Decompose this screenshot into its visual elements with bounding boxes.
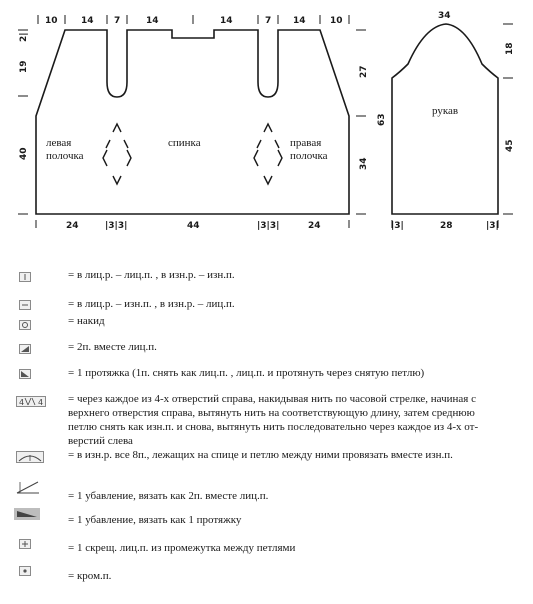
increase-icon — [19, 539, 31, 549]
sleeve-right-dim: 45 — [505, 139, 515, 152]
body-outline — [36, 30, 349, 214]
yarn-over-icon — [19, 320, 31, 330]
sleeve-top-dim: 34 — [438, 11, 451, 21]
sleeve-label: рукав — [432, 105, 459, 117]
decrease-k2tog-icon — [16, 480, 38, 490]
top-dim-7: 14 — [293, 16, 306, 26]
right-dim-2: 63 — [377, 113, 387, 126]
sleeve-bottom-dim-2: 28 — [440, 221, 453, 231]
top-dim-8: 10 — [330, 16, 343, 26]
sleeve-outline — [392, 24, 498, 214]
ssk-icon — [19, 369, 31, 379]
back-label: спинка — [168, 137, 201, 149]
right-front-label-2: полочка — [290, 150, 328, 162]
diamond-motif-right — [254, 124, 282, 184]
cluster-4-icon — [16, 396, 46, 407]
k2tog-icon — [19, 344, 31, 354]
diamond-motif-left — [103, 124, 131, 184]
svg-text:4: 4 — [19, 398, 25, 406]
left-front-label-1: левая — [46, 137, 72, 149]
purl-stitch-icon — [19, 300, 31, 310]
left-dim-3: 40 — [19, 147, 29, 160]
bottom-dim-1: 24 — [66, 221, 79, 231]
left-dim-2: 19 — [19, 60, 29, 73]
bottom-dim-4: |3|3| — [257, 221, 280, 231]
right-dim-3: 34 — [359, 157, 369, 170]
top-dim-3: 7 — [114, 16, 121, 26]
top-dim-1: 10 — [45, 16, 58, 26]
right-front-label-1: правая — [290, 137, 322, 149]
top-dim-6: 7 — [265, 16, 272, 26]
left-dim-1: 2| — [19, 32, 29, 42]
sleeve-bottom-dim-3: |3| — [486, 221, 499, 231]
bottom-dim-5: 24 — [308, 221, 321, 231]
knitting-schematic — [0, 0, 533, 240]
decrease-ssk-icon — [14, 508, 40, 520]
top-dim-2: 14 — [81, 16, 94, 26]
bottom-dim-3: 44 — [187, 221, 200, 231]
sleeve-bottom-dim-1: |3| — [391, 221, 404, 231]
right-dim-1: 27 — [359, 65, 369, 78]
top-dim-4: 14 — [146, 16, 159, 26]
left-front-label-2: полочка — [46, 150, 84, 162]
edge-stitch-icon — [19, 566, 31, 576]
knit-stitch-icon — [19, 272, 31, 282]
bottom-dim-2: |3|3| — [105, 221, 128, 231]
svg-text:4: 4 — [38, 398, 44, 406]
sleeve-right-top-dim: 18 — [505, 42, 515, 55]
purl-8-together-icon — [16, 451, 44, 463]
top-dim-5: 14 — [220, 16, 233, 26]
